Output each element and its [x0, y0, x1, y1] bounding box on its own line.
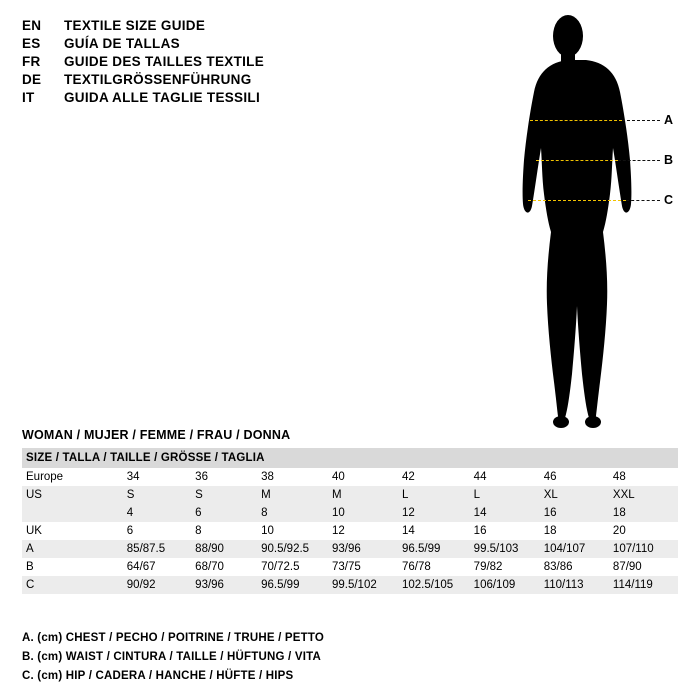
title-row — [22, 72, 492, 87]
title-text: GUIDA ALLE TAGLIE TESSILI — [64, 90, 260, 105]
cell: 12 — [398, 504, 470, 522]
cell: 68/70 — [191, 558, 257, 576]
title-row — [22, 18, 492, 33]
female-silhouette-icon — [490, 8, 690, 433]
cell: 42 — [398, 468, 470, 486]
cell: 8 — [257, 504, 328, 522]
cell: 76/78 — [398, 558, 470, 576]
language-code: FR — [22, 54, 41, 69]
chest-leader-line — [622, 120, 660, 121]
table-row — [22, 468, 678, 486]
cell: 46 — [540, 468, 609, 486]
size-table — [22, 448, 678, 594]
marker-label-a: A — [664, 113, 674, 127]
cell: 79/82 — [470, 558, 540, 576]
legend-item-c: C. (cm) HIP / CADERA / HANCHE / HÜFTE / HIPS — [22, 670, 294, 682]
cell: 16 — [540, 504, 609, 522]
waist-leader-line — [618, 160, 660, 161]
cell: 6 — [191, 504, 257, 522]
table-header-row — [22, 448, 678, 468]
row-label — [22, 504, 123, 522]
title-block — [22, 18, 492, 108]
cell: 4 — [123, 504, 191, 522]
row-label: C — [22, 576, 123, 594]
table-row — [22, 486, 678, 504]
title-text: GUIDE DES TAILLES TEXTILE — [64, 54, 265, 69]
title-text: GUÍA DE TALLAS — [64, 36, 180, 51]
cell: 104/107 — [540, 540, 609, 558]
table-row — [22, 522, 678, 540]
cell: 93/96 — [328, 540, 398, 558]
size-table-section — [22, 428, 678, 594]
cell: M — [328, 486, 398, 504]
cell: 99.5/102 — [328, 576, 398, 594]
cell: L — [470, 486, 540, 504]
cell: 88/90 — [191, 540, 257, 558]
cell: S — [123, 486, 191, 504]
cell: 99.5/103 — [470, 540, 540, 558]
measurement-legend — [22, 632, 622, 689]
language-code: DE — [22, 72, 42, 87]
cell: XXL — [609, 486, 678, 504]
cell: 114/119 — [609, 576, 678, 594]
cell: 16 — [470, 522, 540, 540]
marker-label-c: C — [664, 193, 674, 207]
marker-label-b: B — [664, 153, 674, 167]
cell: 6 — [123, 522, 191, 540]
cell: 64/67 — [123, 558, 191, 576]
cell: 106/109 — [470, 576, 540, 594]
cell: 14 — [470, 504, 540, 522]
row-label: A — [22, 540, 123, 558]
cell: 36 — [191, 468, 257, 486]
cell: 18 — [540, 522, 609, 540]
title-text: TEXTILE SIZE GUIDE — [64, 18, 206, 33]
title-row — [22, 36, 492, 51]
table-section-title: WOMAN / MUJER / FEMME / FRAU / DONNA — [22, 428, 291, 442]
title-row — [22, 90, 492, 105]
cell: 44 — [470, 468, 540, 486]
waist-measure-line — [536, 160, 618, 161]
cell: 90/92 — [123, 576, 191, 594]
cell: 93/96 — [191, 576, 257, 594]
language-code: IT — [22, 90, 35, 105]
cell: M — [257, 486, 328, 504]
hip-measure-line — [528, 200, 626, 201]
legend-item-a: A. (cm) CHEST / PECHO / POITRINE / TRUHE / PETTO — [22, 632, 325, 644]
table-row — [22, 576, 678, 594]
cell: 40 — [328, 468, 398, 486]
row-label: Europe — [22, 468, 123, 486]
table-row — [22, 540, 678, 558]
cell: 85/87.5 — [123, 540, 191, 558]
body-figure — [490, 8, 690, 433]
cell: 20 — [609, 522, 678, 540]
hip-leader-line — [626, 200, 660, 201]
cell: 90.5/92.5 — [257, 540, 328, 558]
cell: 38 — [257, 468, 328, 486]
cell: 96.5/99 — [398, 540, 470, 558]
cell: 107/110 — [609, 540, 678, 558]
cell: 73/75 — [328, 558, 398, 576]
cell: 10 — [257, 522, 328, 540]
cell: L — [398, 486, 470, 504]
cell: 83/86 — [540, 558, 609, 576]
cell: 10 — [328, 504, 398, 522]
cell: 70/72.5 — [257, 558, 328, 576]
cell: 87/90 — [609, 558, 678, 576]
cell: 12 — [328, 522, 398, 540]
row-label: US — [22, 486, 123, 504]
row-label: UK — [22, 522, 123, 540]
cell: 102.5/105 — [398, 576, 470, 594]
table-row — [22, 504, 678, 522]
cell: 110/113 — [540, 576, 609, 594]
language-code: EN — [22, 18, 42, 33]
cell: 18 — [609, 504, 678, 522]
cell: 8 — [191, 522, 257, 540]
title-text: TEXTILGRÖSSENFÜHRUNG — [64, 72, 252, 87]
cell: 14 — [398, 522, 470, 540]
cell: 48 — [609, 468, 678, 486]
chest-measure-line — [530, 120, 622, 121]
title-row — [22, 54, 492, 69]
cell: S — [191, 486, 257, 504]
cell: XL — [540, 486, 609, 504]
table-row — [22, 558, 678, 576]
legend-item-b: B. (cm) WAIST / CINTURA / TAILLE / HÜFTUNG / VITA — [22, 651, 321, 663]
table-header-label: SIZE / TALLA / TAILLE / GRÖSSE / TAGLIA — [22, 448, 678, 468]
cell: 34 — [123, 468, 191, 486]
cell: 96.5/99 — [257, 576, 328, 594]
language-code: ES — [22, 36, 41, 51]
row-label: B — [22, 558, 123, 576]
